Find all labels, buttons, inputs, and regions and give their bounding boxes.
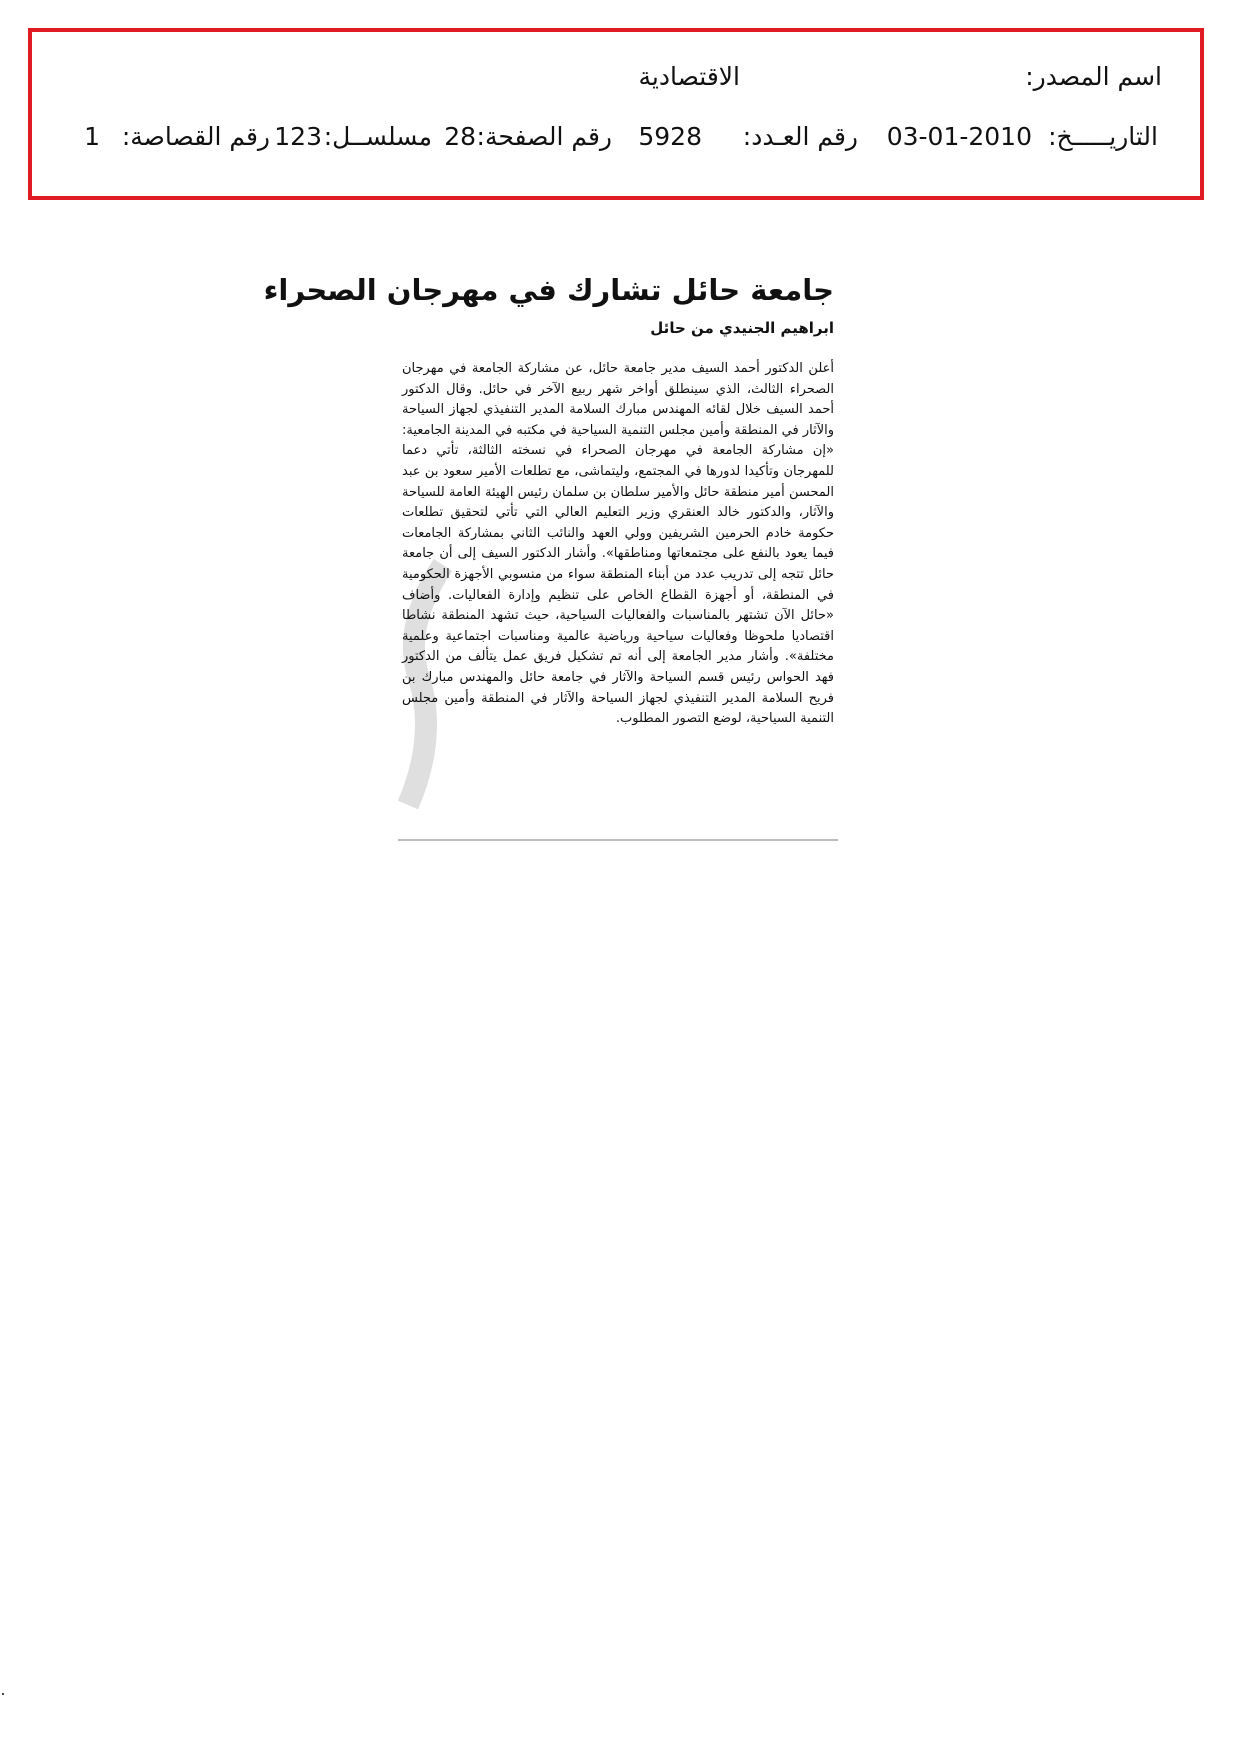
clipping-bottom-rule xyxy=(398,839,838,841)
scan-speck xyxy=(2,1693,4,1695)
metadata-header-box xyxy=(28,28,1204,200)
article-byline: ابراهيم الجنيدي من حائل xyxy=(650,319,834,337)
source-value: الاقتصادية xyxy=(638,62,740,91)
watermark-graphic xyxy=(398,555,458,815)
newspaper-clipping xyxy=(263,255,838,845)
serial-label: مسلســل: xyxy=(323,122,432,151)
clip-label: رقم القصاصة: xyxy=(121,122,270,151)
page-value: 28 xyxy=(444,122,476,151)
issue-value: 5928 xyxy=(638,122,702,151)
issue-label: رقم العـدد: xyxy=(742,122,858,151)
article-body: أعلن الدكتور أحمد السيف مدير جامعة حائل، عن مشاركة الجامعة في مهرجان الصحراء الثالث، الذي سينطلق أواخر شهر ربيع الآخر في حائل. وقال الدكتور أحمد السيف خلال لقائه المهندس مبارك السلامة المدير التنفيذي لجهاز السياحة والآثار في المنطقة وأمين مجلس التنمية السياحية في مكتبه في المدينة الجامعية: «إن مشاركة الجامعة في مهرجان الصحراء في نسخته الثالثة، تأتي دعما للمهرجان وتأكيدا لدورها في المجتمع، وليتماشى، مع تطلعات الأمير سعود بن عبد المحسن أمير منطقة حائل والأمير سلطان بن سلمان رئيس الهيئة العامة للسياحة والآثار، والدكتور خالد العنقري وزير التعليم العالي التي تأتي لتحقيق تطلعات حكومة خادم الحرمين الشريفين وولي العهد والنائب الثاني بمشاركة الجامعات فيما يعود بالنفع على مجتمعاتها ومناطقها». وأشار الدكتور السيف إلى أن جامعة حائل تتجه إلى تدريب عدد من أبناء المنطقة سواء من منسوبي الأجهزة الحكومية في المنطقة، أو أجهزة القطاع الخاص على تنظيم وإدارة الفعاليات. وأضاف «حائل الآن تشتهر بالمناسبات والفعاليات السياحية، حيث تشهد المنطقة نشاطا اقتصاديا ملحوظا وفعاليات سياحية ورياضية عالمية ومناسبات اجتماعية وعلمية مختلفة». وأشار مدير الجامعة إلى أنه تم تشكيل فريق عمل يتألف من الدكتور فهد الحواس رئيس قسم السياحة والآثار في جامعة حائل والمهندس مبارك بن فريح السلامة المدير التنفيذي لجهاز السياحة والآثار في المنطقة وأمين مجلس التنمية السياحية، لوضع التصور المطلوب. xyxy=(402,361,834,727)
date-label: التاريـــــخ: xyxy=(1048,122,1158,151)
article-headline: جامعة حائل تشارك في مهرجان الصحراء xyxy=(263,273,834,307)
date-value: 03-01-2010 xyxy=(886,122,1032,151)
serial-value: 123 xyxy=(274,122,322,151)
clip-value: 1 xyxy=(84,122,100,151)
source-label: اسم المصدر: xyxy=(1025,62,1162,91)
page-label: رقم الصفحة: xyxy=(476,122,612,151)
